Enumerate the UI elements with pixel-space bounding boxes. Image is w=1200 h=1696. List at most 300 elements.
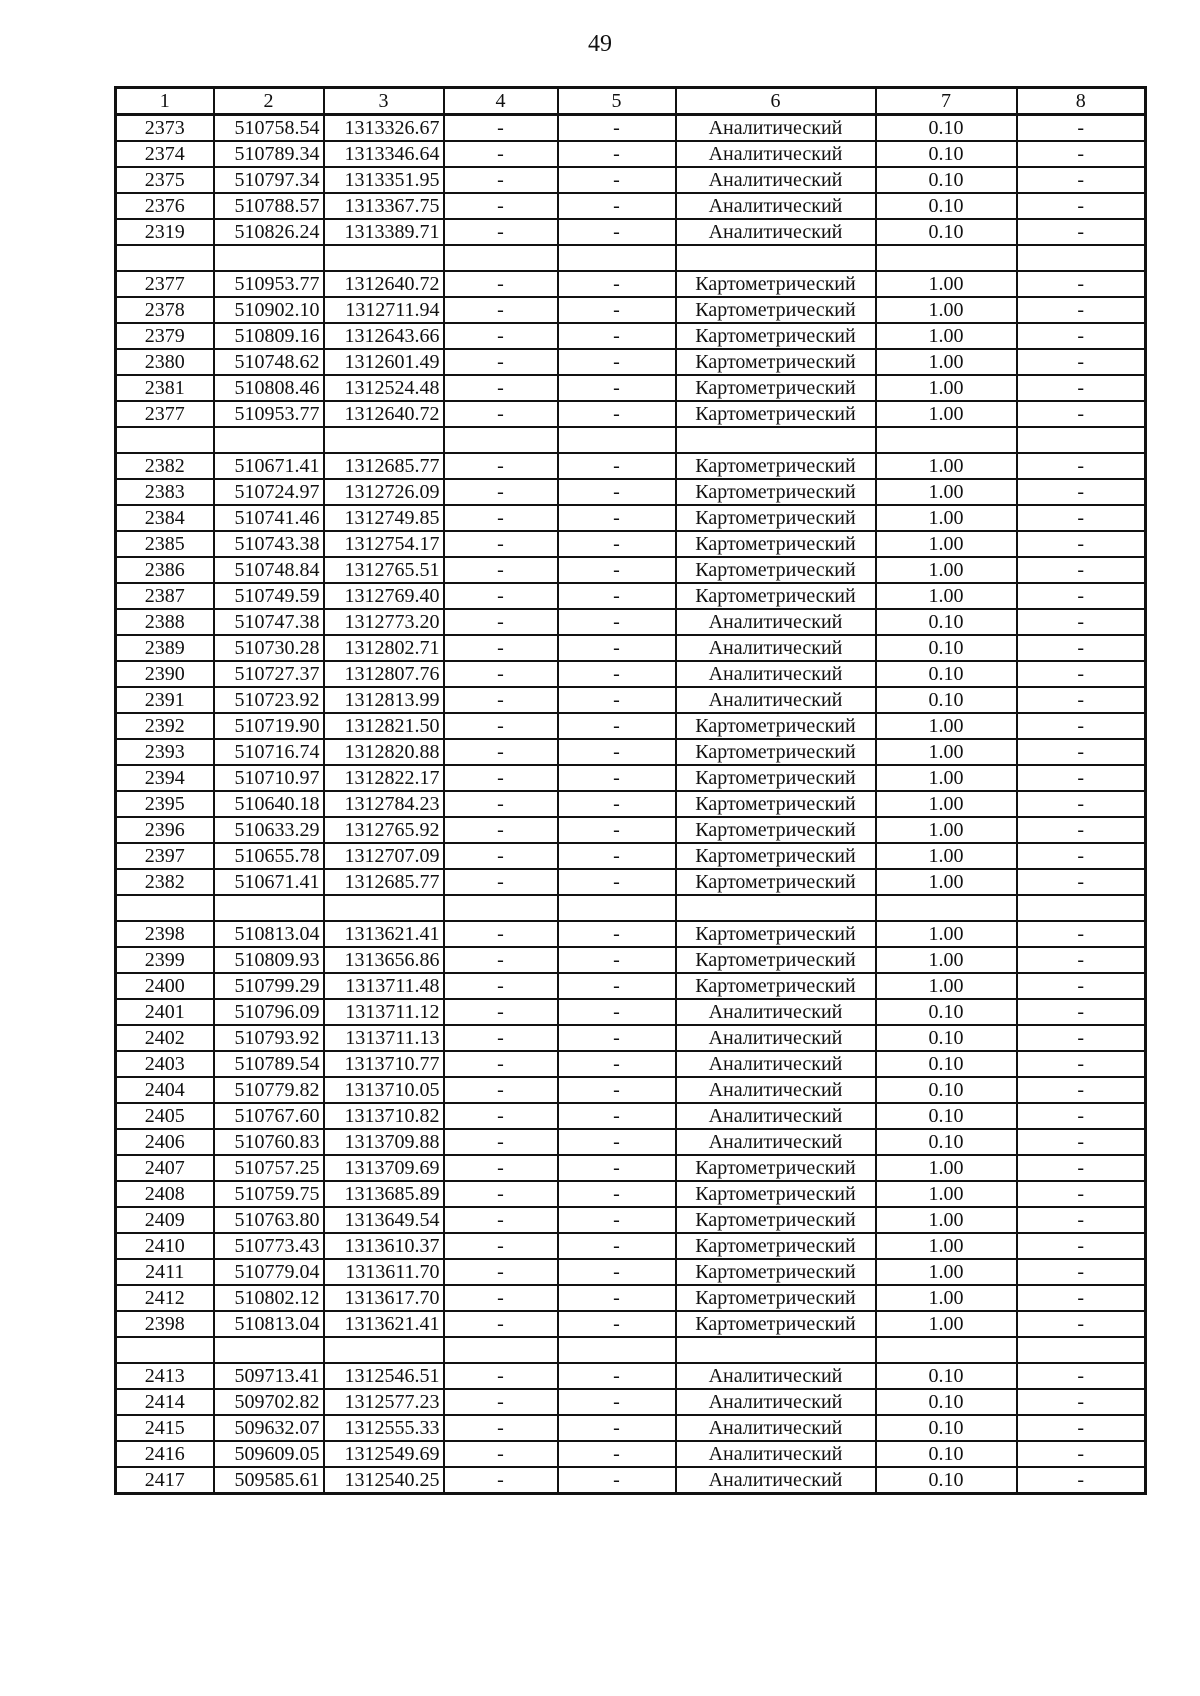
column-4-cell: - (444, 1051, 558, 1077)
point-number-cell: 2377 (116, 271, 214, 297)
table-row (116, 531, 1146, 557)
table-row (116, 401, 1146, 427)
accuracy-cell: 1.00 (876, 453, 1017, 479)
column-5-cell: - (558, 323, 676, 349)
accuracy-cell: 1.00 (876, 349, 1017, 375)
column-5-cell: - (558, 1285, 676, 1311)
separator-row (116, 427, 1146, 453)
column-8-cell: - (1017, 817, 1146, 843)
y-coordinate-cell: 1312540.25 (324, 1467, 444, 1494)
column-5-cell: - (558, 1441, 676, 1467)
x-coordinate-cell: 510757.25 (214, 1155, 324, 1181)
x-coordinate-cell: 510779.04 (214, 1259, 324, 1285)
x-coordinate-cell: 509585.61 (214, 1467, 324, 1494)
point-number-cell: 2376 (116, 193, 214, 219)
column-4-cell: - (444, 141, 558, 167)
method-cell: Аналитический (676, 661, 876, 687)
method-cell: Картометрический (676, 921, 876, 947)
table-row (116, 687, 1146, 713)
method-cell: Картометрический (676, 583, 876, 609)
y-coordinate-cell: 1312577.23 (324, 1389, 444, 1415)
table-row (116, 193, 1146, 219)
column-5-cell: - (558, 869, 676, 895)
table-row (116, 323, 1146, 349)
column-8-cell: - (1017, 1363, 1146, 1389)
x-coordinate-cell: 510748.84 (214, 557, 324, 583)
point-number-cell: 2401 (116, 999, 214, 1025)
column-5-cell: - (558, 609, 676, 635)
point-number-cell: 2416 (116, 1441, 214, 1467)
point-number-cell: 2398 (116, 921, 214, 947)
accuracy-cell: 0.10 (876, 609, 1017, 635)
column-5-cell: - (558, 1025, 676, 1051)
column-8-cell: - (1017, 869, 1146, 895)
table-row (116, 583, 1146, 609)
table-row (116, 375, 1146, 401)
column-5-cell: - (558, 401, 676, 427)
table-row (116, 765, 1146, 791)
column-5-cell: - (558, 1051, 676, 1077)
table-row (116, 453, 1146, 479)
accuracy-cell: 1.00 (876, 973, 1017, 999)
column-5-cell: - (558, 661, 676, 687)
separator-row (116, 1337, 1146, 1363)
point-number-cell: 2400 (116, 973, 214, 999)
y-coordinate-cell: 1312784.23 (324, 791, 444, 817)
method-cell: Картометрический (676, 947, 876, 973)
point-number-cell: 2415 (116, 1415, 214, 1441)
method-cell (676, 1337, 876, 1363)
table-header-row (116, 88, 1146, 115)
point-number-cell: 2404 (116, 1077, 214, 1103)
column-8-cell: - (1017, 739, 1146, 765)
y-coordinate-cell: 1313351.95 (324, 167, 444, 193)
y-coordinate-cell: 1313711.48 (324, 973, 444, 999)
y-coordinate-cell: 1312711.94 (324, 297, 444, 323)
column-4-cell: - (444, 193, 558, 219)
column-8-cell: - (1017, 323, 1146, 349)
column-4-cell: - (444, 1285, 558, 1311)
column-4-cell: - (444, 219, 558, 245)
x-coordinate-cell: 510779.82 (214, 1077, 324, 1103)
column-8-cell: - (1017, 661, 1146, 687)
column-header-8: 8 (1017, 88, 1146, 115)
accuracy-cell: 0.10 (876, 1077, 1017, 1103)
y-coordinate-cell: 1312685.77 (324, 453, 444, 479)
table-row (116, 869, 1146, 895)
point-number-cell: 2412 (116, 1285, 214, 1311)
accuracy-cell: 0.10 (876, 1467, 1017, 1494)
method-cell: Аналитический (676, 1467, 876, 1494)
column-4-cell: - (444, 1103, 558, 1129)
accuracy-cell (876, 1337, 1017, 1363)
x-coordinate-cell: 509632.07 (214, 1415, 324, 1441)
y-coordinate-cell: 1313710.82 (324, 1103, 444, 1129)
method-cell: Аналитический (676, 1025, 876, 1051)
accuracy-cell: 0.10 (876, 1103, 1017, 1129)
method-cell: Картометрический (676, 297, 876, 323)
accuracy-cell (876, 427, 1017, 453)
method-cell: Картометрический (676, 1233, 876, 1259)
table-row (116, 1415, 1146, 1441)
x-coordinate-cell: 510802.12 (214, 1285, 324, 1311)
column-5-cell: - (558, 1233, 676, 1259)
accuracy-cell: 0.10 (876, 141, 1017, 167)
y-coordinate-cell: 1313710.77 (324, 1051, 444, 1077)
point-number-cell: 2398 (116, 1311, 214, 1337)
table-row (116, 349, 1146, 375)
x-coordinate-cell: 510809.16 (214, 323, 324, 349)
table-body (116, 88, 1146, 1494)
accuracy-cell: 0.10 (876, 1415, 1017, 1441)
column-header-7: 7 (876, 88, 1017, 115)
accuracy-cell: 0.10 (876, 1389, 1017, 1415)
method-cell: Аналитический (676, 635, 876, 661)
accuracy-cell: 1.00 (876, 271, 1017, 297)
column-5-cell: - (558, 1129, 676, 1155)
accuracy-cell: 0.10 (876, 1129, 1017, 1155)
column-8-cell: - (1017, 193, 1146, 219)
column-8-cell: - (1017, 1129, 1146, 1155)
method-cell: Аналитический (676, 167, 876, 193)
point-number-cell: 2399 (116, 947, 214, 973)
point-number-cell: 2375 (116, 167, 214, 193)
column-4-cell: - (444, 687, 558, 713)
x-coordinate-cell: 510953.77 (214, 271, 324, 297)
point-number-cell: 2395 (116, 791, 214, 817)
y-coordinate-cell (324, 427, 444, 453)
y-coordinate-cell: 1312765.51 (324, 557, 444, 583)
column-8-cell: - (1017, 921, 1146, 947)
method-cell: Картометрический (676, 869, 876, 895)
method-cell: Картометрический (676, 271, 876, 297)
column-5-cell: - (558, 115, 676, 142)
y-coordinate-cell: 1313346.64 (324, 141, 444, 167)
column-8-cell: - (1017, 765, 1146, 791)
point-number-cell: 2394 (116, 765, 214, 791)
accuracy-cell (876, 245, 1017, 271)
column-8-cell: - (1017, 349, 1146, 375)
column-8-cell: - (1017, 401, 1146, 427)
separator-row (116, 895, 1146, 921)
point-number-cell: 2378 (116, 297, 214, 323)
column-4-cell: - (444, 297, 558, 323)
column-8-cell: - (1017, 557, 1146, 583)
table-row (116, 1311, 1146, 1337)
point-number-cell (116, 1337, 214, 1363)
x-coordinate-cell: 510671.41 (214, 869, 324, 895)
column-header-3: 3 (324, 88, 444, 115)
point-number-cell: 2319 (116, 219, 214, 245)
point-number-cell: 2402 (116, 1025, 214, 1051)
column-5-cell: - (558, 219, 676, 245)
y-coordinate-cell (324, 245, 444, 271)
column-5-cell: - (558, 167, 676, 193)
column-8-cell: - (1017, 973, 1146, 999)
column-4-cell: - (444, 271, 558, 297)
column-4-cell: - (444, 661, 558, 687)
accuracy-cell: 0.10 (876, 193, 1017, 219)
x-coordinate-cell: 510826.24 (214, 219, 324, 245)
column-5-cell: - (558, 765, 676, 791)
method-cell: Аналитический (676, 115, 876, 142)
point-number-cell: 2392 (116, 713, 214, 739)
table-row (116, 115, 1146, 142)
accuracy-cell: 1.00 (876, 791, 1017, 817)
column-8-cell: - (1017, 1285, 1146, 1311)
column-4-cell: - (444, 1155, 558, 1181)
accuracy-cell: 1.00 (876, 297, 1017, 323)
y-coordinate-cell: 1312546.51 (324, 1363, 444, 1389)
column-8-cell: - (1017, 1233, 1146, 1259)
column-8-cell: - (1017, 947, 1146, 973)
column-8-cell: - (1017, 1259, 1146, 1285)
x-coordinate-cell: 510953.77 (214, 401, 324, 427)
accuracy-cell: 0.10 (876, 167, 1017, 193)
x-coordinate-cell (214, 427, 324, 453)
table-row (116, 1129, 1146, 1155)
column-8-cell: - (1017, 219, 1146, 245)
method-cell: Картометрический (676, 1259, 876, 1285)
column-5-cell: - (558, 791, 676, 817)
method-cell: Картометрический (676, 349, 876, 375)
page-number: 49 (588, 31, 612, 57)
column-8-cell (1017, 1337, 1146, 1363)
column-4-cell (444, 427, 558, 453)
method-cell: Картометрический (676, 1285, 876, 1311)
column-4-cell: - (444, 609, 558, 635)
table-row (116, 141, 1146, 167)
x-coordinate-cell: 510710.97 (214, 765, 324, 791)
method-cell: Аналитический (676, 1441, 876, 1467)
column-4-cell: - (444, 115, 558, 142)
column-4-cell: - (444, 921, 558, 947)
column-4-cell: - (444, 765, 558, 791)
y-coordinate-cell: 1313610.37 (324, 1233, 444, 1259)
y-coordinate-cell: 1312601.49 (324, 349, 444, 375)
column-5-cell: - (558, 1103, 676, 1129)
column-5-cell: - (558, 973, 676, 999)
column-8-cell: - (1017, 141, 1146, 167)
point-number-cell: 2383 (116, 479, 214, 505)
x-coordinate-cell: 510799.29 (214, 973, 324, 999)
y-coordinate-cell: 1312765.92 (324, 817, 444, 843)
column-8-cell: - (1017, 1467, 1146, 1494)
column-5-cell: - (558, 713, 676, 739)
y-coordinate-cell: 1313326.67 (324, 115, 444, 142)
table-row (116, 843, 1146, 869)
y-coordinate-cell: 1312685.77 (324, 869, 444, 895)
column-5-cell: - (558, 1207, 676, 1233)
column-header-6: 6 (676, 88, 876, 115)
column-4-cell: - (444, 817, 558, 843)
point-number-cell: 2381 (116, 375, 214, 401)
column-8-cell: - (1017, 583, 1146, 609)
table-row (116, 1077, 1146, 1103)
column-4-cell: - (444, 843, 558, 869)
x-coordinate-cell: 510797.34 (214, 167, 324, 193)
method-cell: Картометрический (676, 713, 876, 739)
table-row (116, 635, 1146, 661)
column-8-cell: - (1017, 1181, 1146, 1207)
x-coordinate-cell: 510767.60 (214, 1103, 324, 1129)
accuracy-cell: 0.10 (876, 1441, 1017, 1467)
table-row (116, 921, 1146, 947)
column-8-cell: - (1017, 1207, 1146, 1233)
table-row (116, 1389, 1146, 1415)
method-cell: Аналитический (676, 1363, 876, 1389)
accuracy-cell: 1.00 (876, 1233, 1017, 1259)
y-coordinate-cell: 1312524.48 (324, 375, 444, 401)
method-cell: Картометрический (676, 1311, 876, 1337)
x-coordinate-cell: 510747.38 (214, 609, 324, 635)
column-8-cell: - (1017, 505, 1146, 531)
column-5-cell (558, 895, 676, 921)
method-cell: Аналитический (676, 1129, 876, 1155)
method-cell: Картометрический (676, 505, 876, 531)
column-8-cell (1017, 427, 1146, 453)
coordinates-table (114, 86, 1147, 1495)
x-coordinate-cell: 510741.46 (214, 505, 324, 531)
column-header-2: 2 (214, 88, 324, 115)
table-row (116, 609, 1146, 635)
method-cell: Аналитический (676, 999, 876, 1025)
method-cell: Картометрический (676, 739, 876, 765)
column-4-cell: - (444, 479, 558, 505)
column-4-cell: - (444, 1363, 558, 1389)
column-8-cell: - (1017, 531, 1146, 557)
method-cell: Аналитический (676, 219, 876, 245)
column-8-cell: - (1017, 1311, 1146, 1337)
x-coordinate-cell: 510902.10 (214, 297, 324, 323)
x-coordinate-cell: 510640.18 (214, 791, 324, 817)
column-8-cell: - (1017, 1389, 1146, 1415)
accuracy-cell: 1.00 (876, 713, 1017, 739)
column-5-cell: - (558, 297, 676, 323)
column-header-5: 5 (558, 88, 676, 115)
accuracy-cell: 1.00 (876, 947, 1017, 973)
method-cell: Аналитический (676, 141, 876, 167)
column-4-cell: - (444, 375, 558, 401)
x-coordinate-cell: 509713.41 (214, 1363, 324, 1389)
method-cell: Картометрический (676, 557, 876, 583)
x-coordinate-cell: 510789.34 (214, 141, 324, 167)
point-number-cell: 2417 (116, 1467, 214, 1494)
method-cell: Аналитический (676, 609, 876, 635)
x-coordinate-cell: 510724.97 (214, 479, 324, 505)
x-coordinate-cell: 510655.78 (214, 843, 324, 869)
point-number-cell: 2384 (116, 505, 214, 531)
method-cell: Картометрический (676, 791, 876, 817)
x-coordinate-cell (214, 1337, 324, 1363)
table-row (116, 1051, 1146, 1077)
column-5-cell (558, 245, 676, 271)
accuracy-cell: 1.00 (876, 531, 1017, 557)
accuracy-cell: 1.00 (876, 1259, 1017, 1285)
point-number-cell: 2377 (116, 401, 214, 427)
table-row (116, 1467, 1146, 1494)
method-cell (676, 245, 876, 271)
method-cell: Картометрический (676, 765, 876, 791)
column-5-cell: - (558, 193, 676, 219)
column-8-cell: - (1017, 1415, 1146, 1441)
table-row (116, 1259, 1146, 1285)
point-number-cell: 2407 (116, 1155, 214, 1181)
method-cell: Картометрический (676, 375, 876, 401)
accuracy-cell: 0.10 (876, 1025, 1017, 1051)
method-cell (676, 895, 876, 921)
method-cell: Аналитический (676, 1103, 876, 1129)
method-cell: Картометрический (676, 1155, 876, 1181)
column-4-cell: - (444, 1259, 558, 1285)
x-coordinate-cell: 510773.43 (214, 1233, 324, 1259)
accuracy-cell: 0.10 (876, 635, 1017, 661)
point-number-cell: 2411 (116, 1259, 214, 1285)
column-4-cell: - (444, 167, 558, 193)
accuracy-cell: 0.10 (876, 1363, 1017, 1389)
column-8-cell: - (1017, 297, 1146, 323)
x-coordinate-cell: 510796.09 (214, 999, 324, 1025)
column-4-cell: - (444, 557, 558, 583)
table-row (116, 479, 1146, 505)
column-8-cell: - (1017, 713, 1146, 739)
y-coordinate-cell: 1312555.33 (324, 1415, 444, 1441)
column-8-cell: - (1017, 115, 1146, 142)
method-cell: Картометрический (676, 401, 876, 427)
y-coordinate-cell: 1312773.20 (324, 609, 444, 635)
x-coordinate-cell: 510743.38 (214, 531, 324, 557)
accuracy-cell: 1.00 (876, 1311, 1017, 1337)
column-5-cell (558, 427, 676, 453)
x-coordinate-cell: 510788.57 (214, 193, 324, 219)
table-row (116, 271, 1146, 297)
table-row (116, 1207, 1146, 1233)
column-8-cell (1017, 895, 1146, 921)
method-cell (676, 427, 876, 453)
column-4-cell (444, 1337, 558, 1363)
y-coordinate-cell: 1313709.69 (324, 1155, 444, 1181)
column-4-cell: - (444, 1441, 558, 1467)
y-coordinate-cell: 1312726.09 (324, 479, 444, 505)
point-number-cell: 2379 (116, 323, 214, 349)
y-coordinate-cell: 1313710.05 (324, 1077, 444, 1103)
column-4-cell: - (444, 531, 558, 557)
x-coordinate-cell: 510716.74 (214, 739, 324, 765)
x-coordinate-cell: 510748.62 (214, 349, 324, 375)
column-5-cell: - (558, 739, 676, 765)
accuracy-cell: 0.10 (876, 687, 1017, 713)
column-8-cell: - (1017, 999, 1146, 1025)
column-5-cell: - (558, 557, 676, 583)
column-4-cell: - (444, 1311, 558, 1337)
table-row (116, 1363, 1146, 1389)
accuracy-cell: 0.10 (876, 115, 1017, 142)
column-4-cell: - (444, 1025, 558, 1051)
y-coordinate-cell: 1313709.88 (324, 1129, 444, 1155)
column-5-cell: - (558, 1389, 676, 1415)
method-cell: Аналитический (676, 687, 876, 713)
y-coordinate-cell: 1313656.86 (324, 947, 444, 973)
point-number-cell: 2390 (116, 661, 214, 687)
point-number-cell: 2388 (116, 609, 214, 635)
point-number-cell: 2397 (116, 843, 214, 869)
column-8-cell (1017, 245, 1146, 271)
column-5-cell: - (558, 1311, 676, 1337)
table-row (116, 219, 1146, 245)
method-cell: Аналитический (676, 1415, 876, 1441)
column-5-cell: - (558, 1155, 676, 1181)
column-header-4: 4 (444, 88, 558, 115)
